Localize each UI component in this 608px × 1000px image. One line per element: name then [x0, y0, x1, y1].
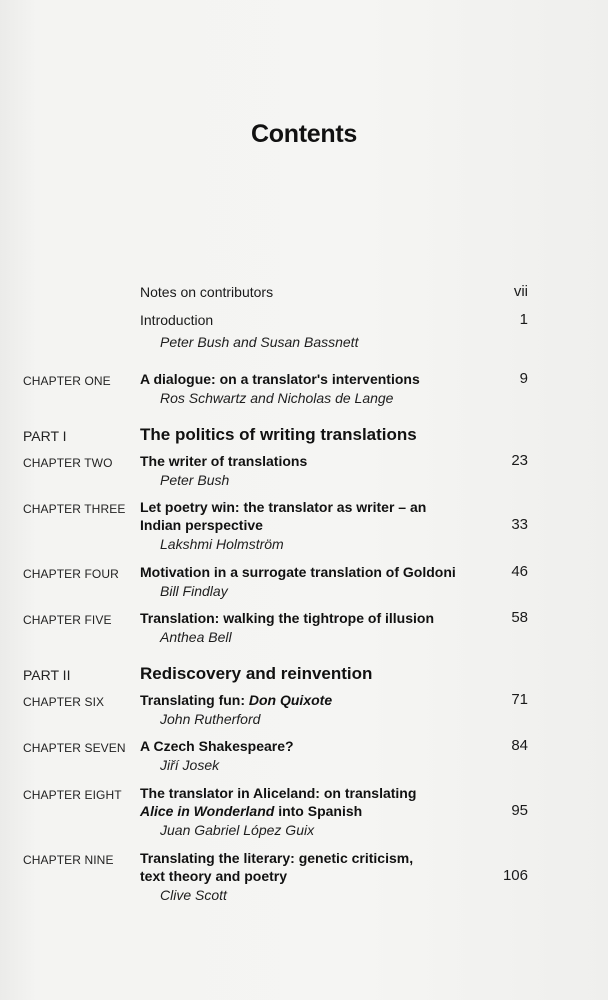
chapter-label-four: CHAPTER FOUR	[23, 567, 119, 581]
toc-author-chapter-three: Lakshmi Holmström	[160, 536, 284, 552]
toc-page-notes: vii	[513, 283, 528, 300]
toc-entry-chapter-three-line2: Indian perspective	[140, 517, 263, 533]
toc-entry-chapter-nine-line1: Translating the literary: genetic criticism,	[140, 850, 414, 866]
toc-entry-chapter-five: Translation: walking the tightrope of illusion	[140, 610, 435, 626]
chapter-label-two: CHAPTER TWO	[23, 456, 113, 470]
toc-author-chapter-five: Anthea Bell	[160, 629, 232, 645]
toc-entry-chapter-eight-line2	[140, 802, 470, 820]
toc-entry-notes: Notes on contributors	[140, 284, 274, 300]
toc-entry-chapter-eight-italic: Alice in Wonderland	[140, 803, 275, 819]
part-title-one: The politics of writing translations	[140, 425, 417, 444]
toc-page-introduction: 1	[519, 311, 528, 328]
toc-entry-chapter-eight-rest: into Spanish	[274, 803, 363, 819]
toc-entry-chapter-six-prefix: Translating fun:	[140, 692, 249, 708]
toc-page-chapter-nine: 106	[502, 867, 528, 884]
toc-entry-chapter-two: The writer of translations	[140, 453, 308, 469]
toc-entry-chapter-eight-line1: The translator in Aliceland: on translating	[140, 785, 417, 801]
chapter-label-six: CHAPTER SIX	[23, 695, 105, 709]
toc-entry-chapter-nine-line2: text theory and poetry	[140, 868, 288, 884]
toc-author-chapter-nine: Clive Scott	[160, 887, 227, 903]
toc-page-chapter-six: 71	[511, 691, 528, 708]
toc-page-chapter-five: 58	[511, 609, 528, 626]
toc-entry-chapter-six-italic: Don Quixote	[248, 692, 333, 708]
toc-entry-introduction: Introduction	[140, 312, 214, 328]
toc-author-chapter-one: Ros Schwartz and Nicholas de Lange	[160, 390, 394, 406]
toc-author-chapter-two: Peter Bush	[160, 472, 230, 488]
toc-page-chapter-seven: 84	[511, 737, 528, 754]
toc-entry-chapter-one: A dialogue: on a translator's interventions	[140, 371, 420, 387]
part-label-two: PART II	[23, 667, 71, 683]
toc-author-introduction: Peter Bush and Susan Bassnett	[160, 334, 359, 350]
chapter-label-three: CHAPTER THREE	[23, 502, 126, 516]
part-label-one: PART I	[23, 428, 67, 444]
toc-entry-chapter-four: Motivation in a surrogate translation of Goldoni	[140, 564, 456, 580]
toc-entry-chapter-three-line1: Let poetry win: the translator as writer – an	[140, 499, 427, 515]
toc-page-chapter-one: 9	[519, 370, 528, 387]
toc-author-chapter-four: Bill Findlay	[160, 583, 228, 599]
chapter-label-nine: CHAPTER NINE	[23, 853, 114, 867]
toc-entry-chapter-seven: A Czech Shakespeare?	[140, 738, 294, 754]
toc-author-chapter-eight: Juan Gabriel López Guix	[160, 822, 315, 838]
chapter-label-eight: CHAPTER EIGHT	[23, 788, 122, 802]
part-title-two: Rediscovery and reinvention	[140, 664, 373, 683]
toc-page-chapter-two: 23	[511, 452, 528, 469]
toc-author-chapter-six: John Rutherford	[160, 711, 261, 727]
toc-page-chapter-three: 33	[511, 516, 528, 533]
toc-page-chapter-eight: 95	[511, 802, 528, 819]
toc-entry-chapter-six	[140, 691, 470, 709]
toc-author-chapter-seven: Jiří Josek	[160, 757, 220, 773]
chapter-label-one: CHAPTER ONE	[23, 374, 111, 388]
chapter-label-five: CHAPTER FIVE	[23, 613, 112, 627]
chapter-label-seven: CHAPTER SEVEN	[23, 741, 126, 755]
toc-page-chapter-four: 46	[511, 563, 528, 580]
page-title: Contents	[251, 120, 357, 148]
